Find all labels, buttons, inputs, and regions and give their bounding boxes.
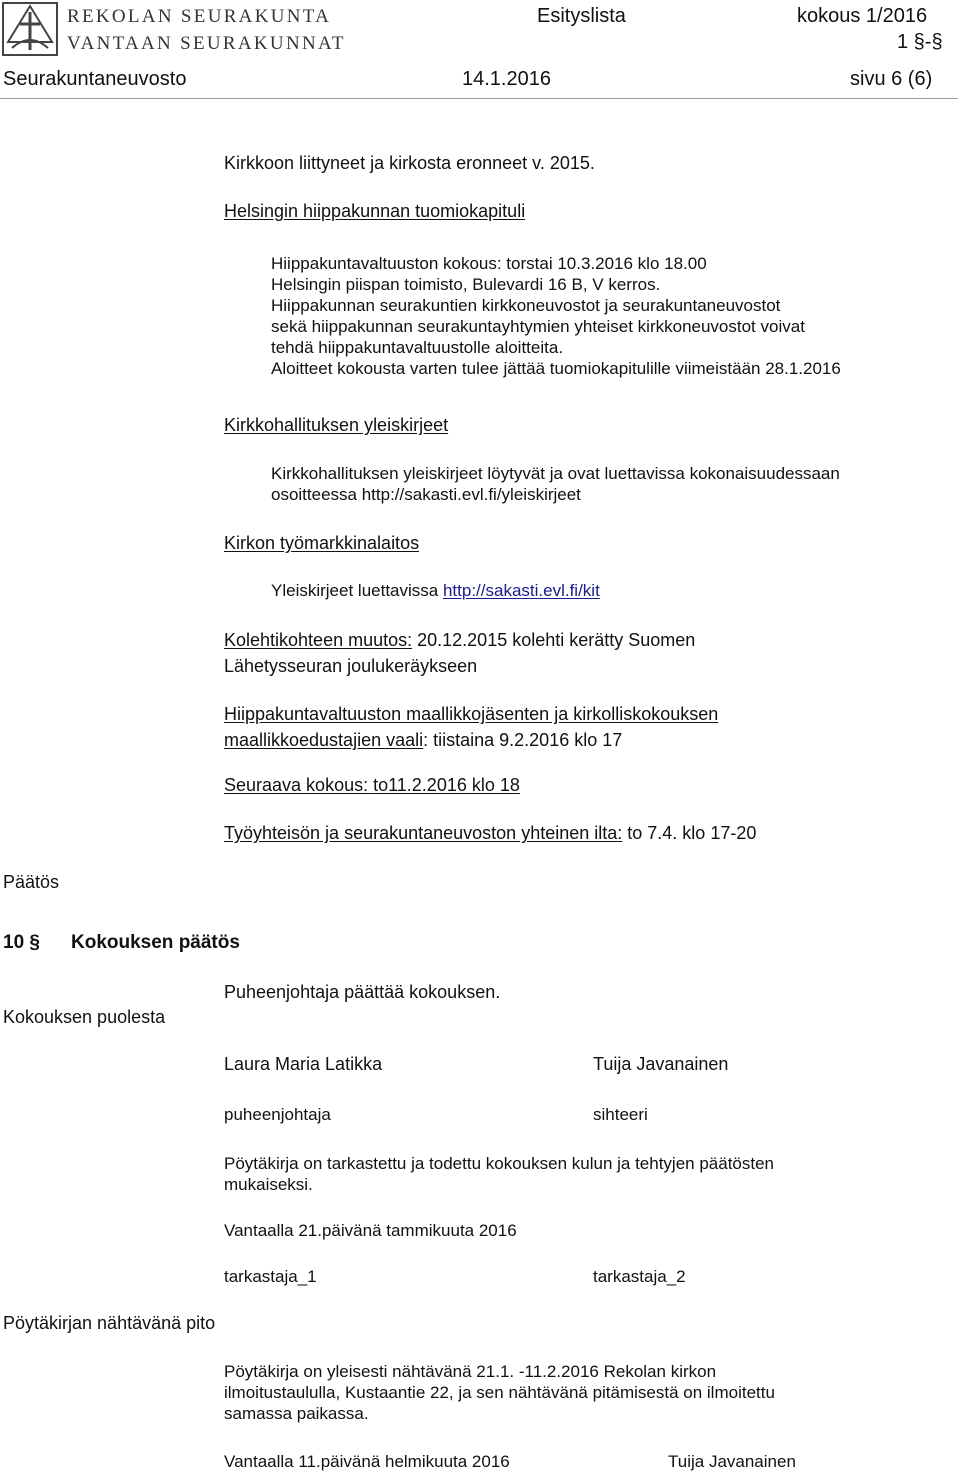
item-number: 10 §	[3, 932, 40, 953]
verification-block	[224, 1153, 944, 1195]
verification-line: mukaiseksi.	[224, 1175, 313, 1194]
inspector-2: tarkastaja_2	[593, 1267, 686, 1286]
verification-line: Pöytäkirja on tarkastettu ja todettu kokouksen kulun ja tehtyjen päätösten	[224, 1154, 775, 1173]
org-line-1: REKOLAN SEURAKUNTA	[67, 6, 332, 27]
council-line: sekä hiippakunnan seurakuntayhtymien yhteiset kirkkoneuvostot voivat	[271, 317, 805, 336]
closing-statement: Puheenjohtaja päättää kokouksen.	[224, 982, 501, 1002]
council-block	[271, 253, 960, 379]
chapter-heading: Helsingin hiippakunnan tuomiokapituli	[224, 201, 526, 221]
joint-evening	[224, 823, 756, 844]
kit-text: Yleiskirjeet luettavissa	[271, 581, 443, 600]
collection-text: 20.12.2015 kolehti kerätty Suomen	[412, 630, 696, 650]
display-place-date: Vantaalla 11.päivänä helmikuuta 2016	[224, 1452, 510, 1471]
election-block	[224, 701, 944, 753]
kit-link[interactable]: http://sakasti.evl.fi/kit	[442, 581, 600, 600]
closing-side-label: Kokouksen puolesta	[3, 1007, 166, 1027]
church-logo	[2, 2, 58, 56]
election-text: : tiistaina 9.2.2016 klo 17	[423, 730, 623, 750]
circulars-line: osoitteessa http://sakasti.evl.fi/yleiskirjeet	[271, 485, 581, 504]
document-type: Esityslista	[537, 5, 626, 27]
council-line: tehdä hiippakuntavaltuustolle aloitteita.	[271, 338, 564, 357]
display-line: Pöytäkirja on yleisesti nähtävänä 21.1. -11.2.2016 Rekolan kirkon	[224, 1362, 717, 1381]
display-side-label: Pöytäkirjan nähtävänä pito	[3, 1313, 216, 1333]
joint-evening-label: Työyhteisön ja seurakuntaneuvoston yhteinen ilta:	[224, 823, 623, 843]
governing-body: Seurakuntaneuvosto	[3, 68, 187, 90]
meeting-number: kokous 1/2016	[797, 5, 928, 27]
page-number: sivu 6 (6)	[850, 68, 933, 90]
next-meeting-label: Seuraava kokous:	[224, 775, 374, 795]
election-label: Hiippakuntavaltuuston maallikkojäsenten ja kirkolliskokouksen	[224, 704, 719, 724]
circulars-line: Kirkkohallituksen yleiskirjeet löytyvät ja ovat luettavissa kokonaisuudessaan	[271, 464, 840, 483]
election-label-2: maallikkoedustajien vaali	[224, 730, 424, 750]
members-line: Kirkkoon liittyneet ja kirkosta eronneet v. 2015.	[224, 153, 595, 173]
verification-place-date: Vantaalla 21.päivänä tammikuuta 2016	[224, 1221, 517, 1240]
display-line: ilmoitustaululla, Kustaantie 22, ja sen nähtävänä pitämisestä on ilmoitettu	[224, 1383, 775, 1402]
secretary-name: Tuija Javanainen	[593, 1054, 729, 1074]
council-line: Hiippakuntavaltuuston kokous: torstai 10.3.2016 klo 18.00	[271, 254, 707, 273]
council-line: Helsingin piispan toimisto, Bulevardi 16 B, V kerros.	[271, 275, 661, 294]
kit-heading: Kirkon työmarkkinalaitos	[224, 533, 420, 553]
item-title: Kokouksen päätös	[71, 932, 240, 953]
circulars-block	[271, 463, 960, 505]
council-line: Aloitteet kokousta varten tulee jättää tuomiokapitulille viimeistään 28.1.2016	[271, 359, 841, 378]
kit-line	[271, 581, 600, 601]
collection-block	[224, 627, 944, 679]
display-line: samassa paikassa.	[224, 1404, 369, 1423]
display-block	[224, 1361, 944, 1424]
chair-name: Laura Maria Latikka	[224, 1054, 383, 1074]
next-meeting-text: to11.2.2016 klo 18	[373, 775, 520, 795]
chair-role: puheenjohtaja	[224, 1105, 331, 1124]
decision-label: Päätös	[3, 872, 60, 892]
collection-label: Kolehtikohteen muutos:	[224, 630, 413, 650]
inspector-1: tarkastaja_1	[224, 1267, 317, 1286]
header-divider	[0, 98, 958, 99]
secretary-role: sihteeri	[593, 1105, 648, 1124]
display-signer: Tuija Javanainen	[668, 1452, 796, 1471]
collection-text-2: Lähetysseuran joulukeräykseen	[224, 656, 478, 676]
joint-evening-text: to 7.4. klo 17-20	[622, 823, 757, 843]
circulars-heading: Kirkkohallituksen yleiskirjeet	[224, 415, 449, 435]
meeting-date: 14.1.2016	[462, 68, 551, 90]
section-reference: 1 §-§	[897, 31, 943, 53]
next-meeting	[224, 775, 520, 796]
org-line-2: VANTAAN SEURAKUNNAT	[67, 33, 346, 54]
council-line: Hiippakunnan seurakuntien kirkkoneuvostot ja seurakuntaneuvostot	[271, 296, 781, 315]
